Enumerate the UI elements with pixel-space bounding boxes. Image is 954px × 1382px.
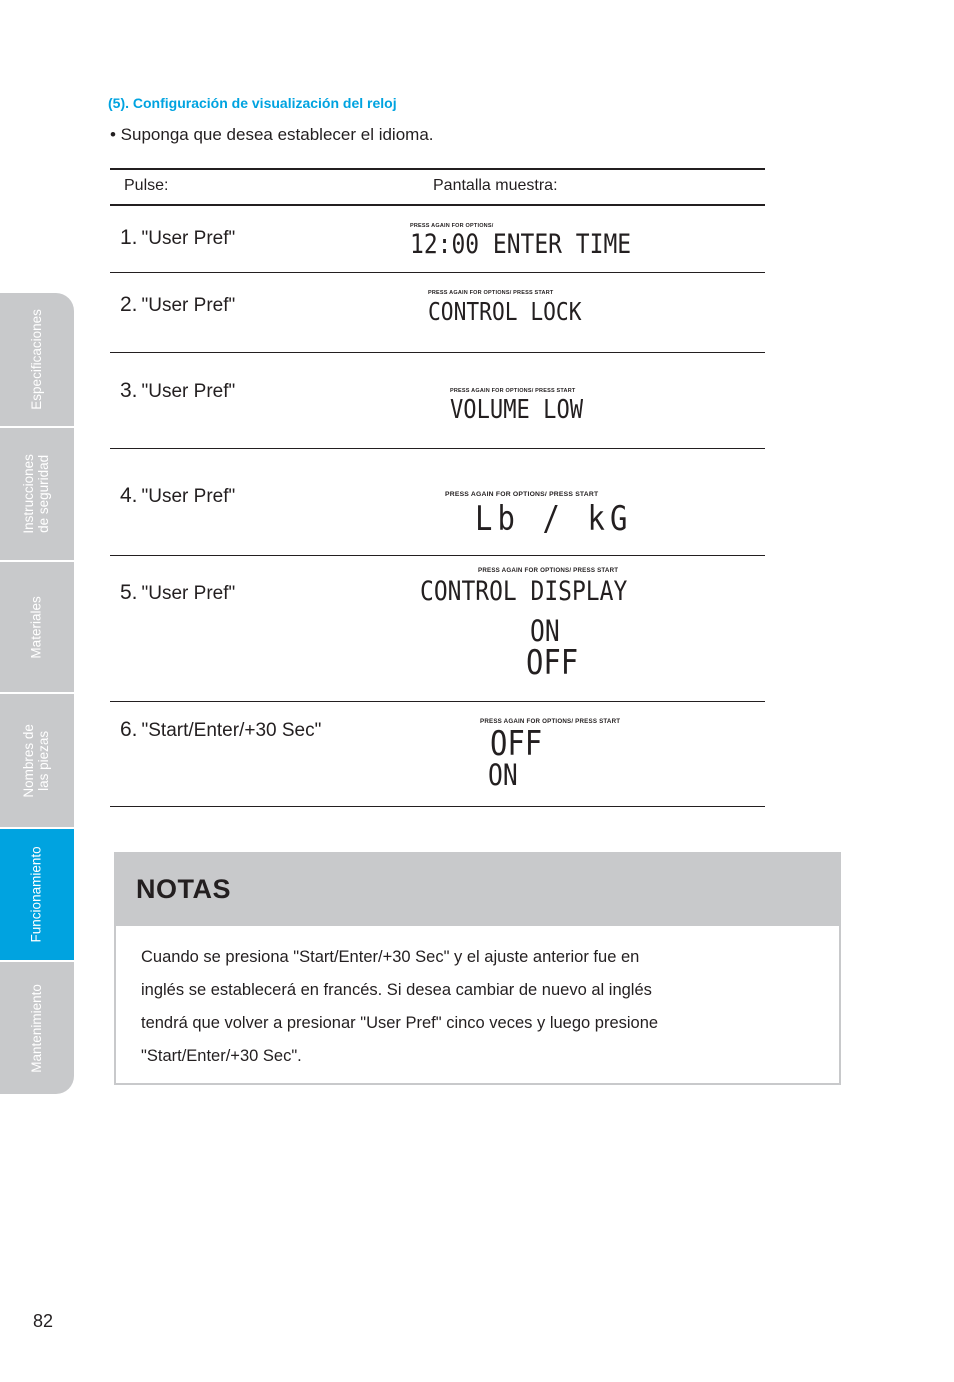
tab-label-line2: las piezas [35, 730, 51, 791]
lcd-text: CONTROL LOCK [428, 297, 582, 326]
step-number: 5. [120, 581, 138, 604]
lcd-hint: PRESS AGAIN FOR OPTIONS/ PRESS START [450, 388, 576, 394]
tab-label-line2: de seguridad [36, 454, 52, 534]
page-number: 82 [33, 1311, 54, 1331]
step-number: 4. [120, 484, 138, 507]
step-label [120, 293, 235, 317]
tab-mantenimiento[interactable] [0, 962, 74, 1094]
step-press: "User Pref" [141, 583, 236, 604]
step-label [120, 718, 321, 742]
tab-label: Funcionamiento [28, 846, 44, 943]
step-number: 2. [120, 293, 138, 316]
tab-label [22, 724, 52, 798]
lcd-display [420, 567, 664, 683]
lcd-display [445, 491, 660, 539]
step-press: "Start/Enter/+30 Sec" [141, 720, 322, 741]
tab-label: Especificaciones [28, 309, 44, 410]
step-label [120, 226, 235, 250]
lcd-display [450, 388, 607, 423]
table-row [110, 206, 765, 273]
lcd-display [480, 718, 620, 790]
notes-body [141, 941, 821, 1073]
lcd-hint: PRESS AGAIN FOR OPTIONS/ PRESS START [480, 718, 621, 725]
step-number: 3. [120, 379, 138, 402]
step-press: "User Pref" [141, 228, 236, 249]
notes-header [116, 854, 839, 926]
tab-label-line1: Instrucciones [21, 454, 37, 534]
step-number: 1. [120, 226, 138, 249]
section-title: (5). Configuración de visualización del reloj [108, 95, 397, 111]
intro-bullet: • Suponga que desea establecer el idioma. [110, 125, 434, 144]
tab-materiales[interactable] [0, 562, 74, 692]
header-press: Pulse: [124, 177, 169, 194]
lcd-display [410, 223, 670, 258]
step-label [120, 581, 235, 605]
notes-line: inglés se establecerá en francés. Si desea cambiar de nuevo al inglés [141, 981, 652, 999]
table-row [110, 702, 765, 807]
lcd-text: ON [530, 614, 560, 648]
lcd-hint: PRESS AGAIN FOR OPTIONS/ PRESS START [428, 290, 554, 296]
tab-especificaciones[interactable] [0, 293, 74, 426]
lcd-text: CONTROL DISPLAY [420, 576, 628, 607]
tab-label [22, 454, 52, 534]
lcd-hint: PRESS AGAIN FOR OPTIONS/ PRESS START [445, 491, 599, 498]
tab-nombres-piezas[interactable] [0, 694, 74, 827]
lcd-hint: PRESS AGAIN FOR OPTIONS/ [410, 223, 494, 229]
notes-line: "Start/Enter/+30 Sec". [141, 1047, 302, 1065]
lcd-text: VOLUME LOW [450, 395, 584, 425]
notes-line: Cuando se presiona "Start/Enter/+30 Sec" y el ajuste anterior fue en [141, 948, 640, 966]
table-row [110, 556, 765, 702]
step-press: "User Pref" [141, 486, 236, 507]
step-number: 6. [120, 718, 138, 741]
tab-instrucciones[interactable] [0, 428, 74, 560]
table-row [110, 449, 765, 556]
lcd-text: Lb / kG [475, 499, 633, 539]
steps-table [110, 168, 765, 807]
table-header [110, 168, 765, 206]
step-label [120, 379, 235, 403]
lcd-text: OFF [526, 643, 579, 683]
lcd-text: OFF [490, 724, 543, 764]
lcd-hint: PRESS AGAIN FOR OPTIONS/ PRESS START [478, 567, 619, 574]
tab-funcionamiento[interactable] [0, 829, 74, 960]
section-sidebar [0, 293, 74, 1094]
step-label [120, 484, 235, 508]
notes-title: NOTAS [136, 874, 231, 904]
tab-label-line1: Nombres de [21, 723, 37, 798]
lcd-text: 12:00 ENTER TIME [410, 229, 632, 260]
step-press: "User Pref" [141, 381, 236, 402]
table-row [110, 273, 765, 353]
tab-label: Mantenimiento [28, 983, 44, 1073]
table-row [110, 353, 765, 449]
tab-label: Materiales [28, 595, 44, 659]
notes-line: tendrá que volver a presionar "User Pref" cinco veces y luego presione [141, 1014, 659, 1032]
header-display: Pantalla muestra: [433, 177, 558, 194]
step-press: "User Pref" [141, 295, 236, 316]
notes-box [114, 852, 841, 1085]
lcd-display [428, 290, 609, 324]
lcd-text: ON [488, 758, 518, 792]
